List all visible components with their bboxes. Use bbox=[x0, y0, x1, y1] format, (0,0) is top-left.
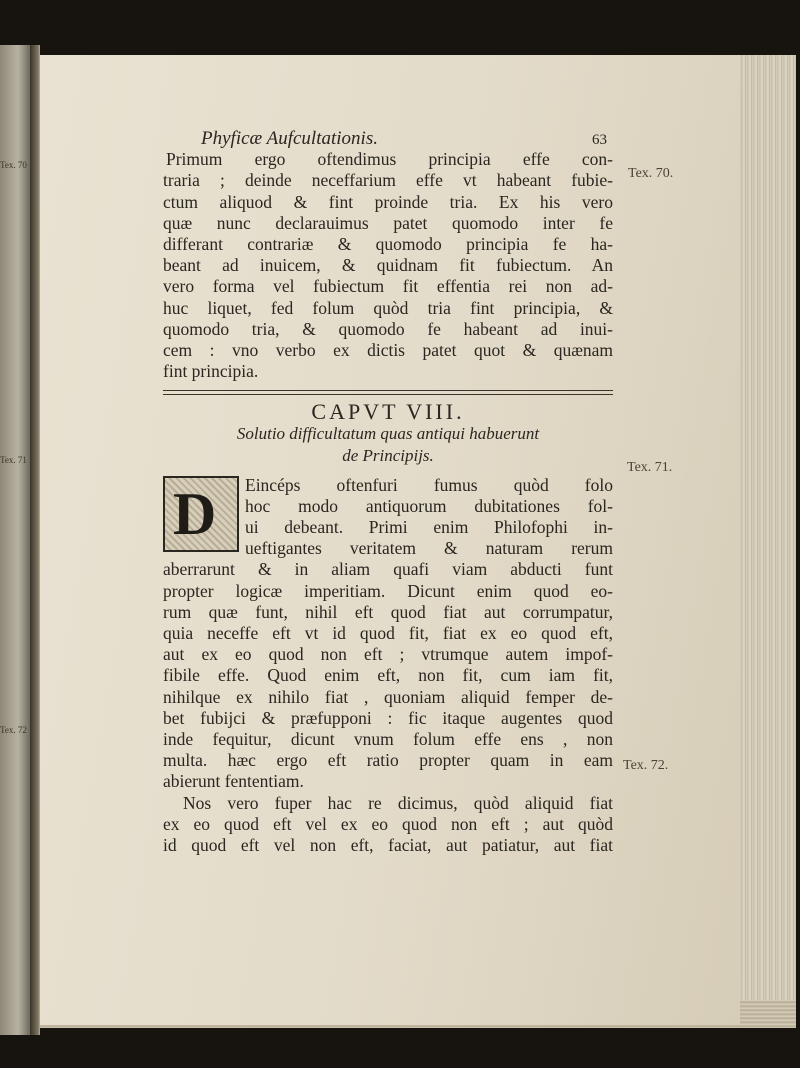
chapter-subtitle-line: Solutio difficultatum quas antiqui habuerunt bbox=[236, 423, 540, 443]
text-line: id quod eft vel non eft, faciat, aut patiatur, aut fiat bbox=[163, 835, 613, 856]
text-line: Nos vero fuper hac re dicimus, quòd aliquid fiat bbox=[183, 792, 613, 813]
text-line: bet fubijci & præfupponi : fic itaque augentes quod bbox=[163, 707, 613, 728]
text-line: aberrarunt & in aliam quafi viam abducti funt bbox=[163, 559, 613, 580]
text-line: fint principia. bbox=[163, 361, 259, 382]
text-line: rum quæ funt, nihil eft quod fiat aut corrumpatur, bbox=[163, 601, 613, 622]
chapter-subtitle bbox=[163, 423, 613, 467]
text-line: differant contrariæ & quomodo principia fe ha- bbox=[163, 234, 613, 255]
text-line: quomodo tria, & quomodo fe habeant ad inui- bbox=[163, 318, 613, 339]
facing-page-strip bbox=[0, 45, 30, 1035]
text-line: beant ad inuicem, & quidnam fit fubiectum. An bbox=[163, 255, 613, 276]
page-edge-stack bbox=[740, 55, 796, 1025]
book-gutter bbox=[30, 45, 40, 1035]
text-line: abierunt fententiam. bbox=[163, 771, 304, 792]
text-line: ctum aliquod & fint proinde tria. Ex his vero bbox=[163, 191, 613, 212]
facing-margin-note: Tex. 72 bbox=[0, 725, 27, 735]
page-text bbox=[163, 128, 613, 856]
text-line: ueftigantes veritatem & naturam rerum bbox=[245, 538, 613, 559]
running-head-title: Phyficæ Aufcultationis. bbox=[201, 128, 378, 149]
decorated-initial bbox=[163, 476, 239, 552]
initial-letter: D bbox=[173, 480, 217, 547]
text-line: inde fequitur, dicunt vnum folum effe ens , non bbox=[163, 729, 613, 750]
text-line: multa. hæc ergo eft ratio propter quam in eam bbox=[163, 750, 613, 771]
text-line: fibile effe. Quod enim eft, non fit, cum iam fit, bbox=[163, 665, 613, 686]
text-line: huc liquet, fed folum quòd tria fint principia, & bbox=[163, 297, 613, 318]
chapter-rule bbox=[163, 390, 613, 395]
margin-note: Tex. 70. bbox=[628, 166, 674, 181]
text-line: cem : vno verbo ex dictis patet quot & quænam bbox=[163, 340, 613, 361]
text-line: nihilque ex nihilo fiat , quoniam aliquid femper de- bbox=[163, 686, 613, 707]
final-paragraph bbox=[163, 793, 613, 857]
text-line: hoc modo antiquorum dubitationes fol- bbox=[245, 495, 613, 516]
initial-paragraph bbox=[163, 475, 613, 560]
text-line: quia neceffe eft vt id quod fit, fiat ex eo quod eft, bbox=[163, 623, 613, 644]
text-line: Primum ergo oftendimus principia effe con- bbox=[166, 149, 613, 170]
facing-margin-note: Tex. 70 bbox=[0, 160, 27, 170]
text-line: ui debeant. Primi enim Philofophi in- bbox=[245, 517, 613, 538]
text-line: Eincéps oftenfuri fumus quòd folo bbox=[245, 474, 613, 495]
chapter-title: CAPVT VIII. bbox=[311, 399, 465, 425]
text-line: propter logicæ imperitiam. Dicunt enim quod eo- bbox=[163, 580, 613, 601]
text-line: vero forma vel fubiectum fit effentia rei non ad- bbox=[163, 276, 613, 297]
facing-margin-note: Tex. 71 bbox=[0, 455, 27, 465]
page-number: 63 bbox=[592, 132, 607, 148]
text-line: aut ex eo quod non eft ; vtrumque autem impof- bbox=[163, 644, 613, 665]
margin-note: Tex. 72. bbox=[623, 758, 669, 773]
text-line: ex eo quod eft vel ex eo quod non eft ; aut quòd bbox=[163, 813, 613, 834]
running-head bbox=[201, 128, 613, 151]
body-paragraph bbox=[163, 559, 613, 792]
intro-paragraph bbox=[163, 149, 613, 382]
text-line: quæ nunc declarauimus patet quomodo inter fe bbox=[163, 212, 613, 233]
initial-lines bbox=[245, 475, 613, 560]
chapter-subtitle-line: de Principijs. bbox=[342, 445, 434, 465]
text-line: traria ; deinde neceffarium effe vt habeant fubie- bbox=[163, 170, 613, 191]
margin-note: Tex. 71. bbox=[627, 460, 673, 475]
